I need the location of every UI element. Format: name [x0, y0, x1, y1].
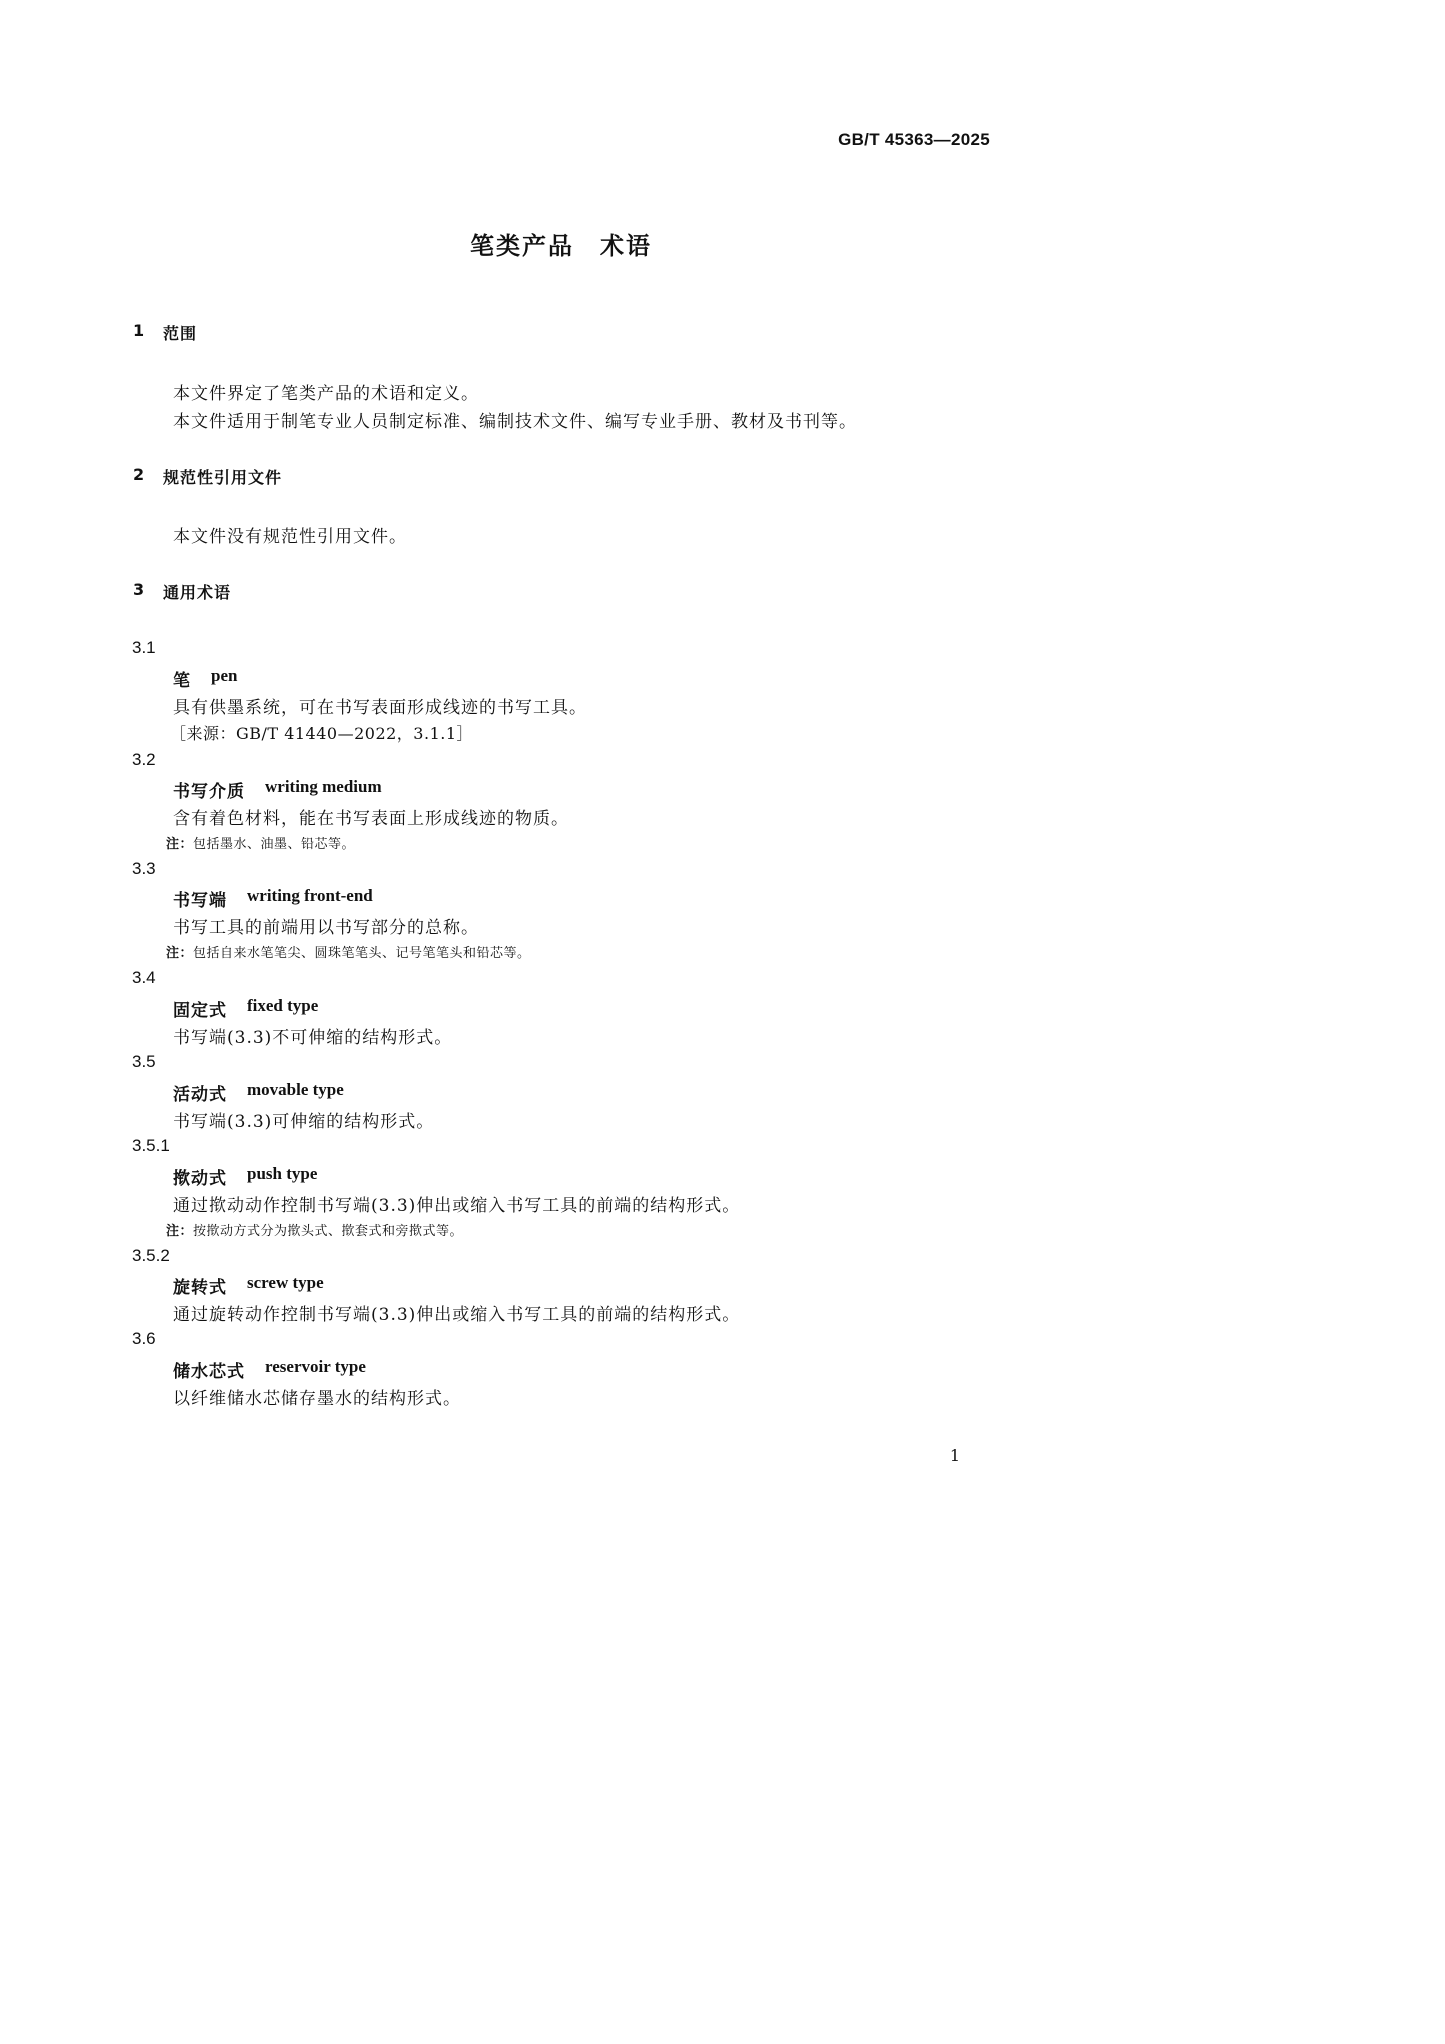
term-zh: 储水芯式	[173, 1362, 245, 1382]
term-number: 3.5	[132, 1052, 156, 1071]
note-text: 按揿动方式分为揿头式、揿套式和旁揿式等。	[193, 1224, 464, 1239]
term-number: 3.6	[132, 1329, 156, 1348]
term-heading	[173, 777, 382, 802]
term-number: 3.5.2	[132, 1246, 170, 1265]
term-definition: 含有着色材料，能在书写表面上形成线迹的物质。	[173, 809, 569, 829]
term-heading	[173, 1080, 344, 1105]
term-en: movable type	[247, 1080, 344, 1099]
term-en: fixed type	[247, 996, 319, 1015]
term-en: writing front-end	[247, 886, 373, 905]
scope-paragraph: 本文件界定了笔类产品的术语和定义。	[173, 384, 479, 404]
note-text: 包括自来水笔笔尖、圆珠笔笔头、记号笔笔头和铅芯等。	[193, 946, 531, 961]
note-label: 注：	[166, 1224, 194, 1239]
term-definition: 具有供墨系统，可在书写表面形成线迹的书写工具。	[173, 698, 587, 718]
term-en: writing medium	[265, 777, 382, 796]
note-label: 注：	[166, 946, 194, 961]
term-zh: 书写端	[173, 891, 227, 911]
page-number: 1	[949, 1446, 960, 1465]
scope-paragraph: 本文件适用于制笔专业人员制定标准、编制技术文件、编写专业手册、教材及书刊等。	[173, 412, 857, 432]
term-zh: 旋转式	[173, 1278, 227, 1298]
term-definition: 书写工具的前端用以书写部分的总称。	[173, 918, 479, 938]
term-definition: 书写端(3.3)可伸缩的结构形式。	[173, 1112, 435, 1132]
term-heading	[173, 886, 373, 911]
document-code: GB/T 45363—2025	[838, 130, 990, 149]
term-zh: 活动式	[173, 1085, 227, 1105]
note-label: 注：	[166, 837, 194, 852]
clause-1-heading	[133, 321, 197, 344]
term-definition: 以纤维储水芯储存墨水的结构形式。	[173, 1389, 461, 1409]
term-number: 3.4	[132, 968, 156, 987]
term-number: 3.5.1	[132, 1136, 170, 1155]
clause-2-heading	[133, 465, 282, 488]
term-number: 3.2	[132, 750, 156, 769]
term-en: push type	[247, 1164, 318, 1183]
term-number: 3.1	[132, 638, 156, 657]
term-zh: 固定式	[173, 1001, 227, 1021]
clause-title: 通用术语	[163, 583, 232, 602]
clause-number: 2	[133, 465, 146, 484]
clause-3-heading	[133, 580, 231, 603]
clause-title: 规范性引用文件	[163, 468, 283, 487]
term-definition: 通过揿动动作控制书写端(3.3)伸出或缩入书写工具的前端的结构形式。	[173, 1196, 741, 1216]
document-title: 笔类产品 术语	[470, 232, 652, 260]
term-zh: 揿动式	[173, 1169, 227, 1189]
term-en: pen	[211, 666, 238, 685]
term-heading	[173, 996, 318, 1021]
term-definition: 通过旋转动作控制书写端(3.3)伸出或缩入书写工具的前端的结构形式。	[173, 1305, 741, 1325]
note-text: 包括墨水、油墨、铅芯等。	[193, 837, 356, 852]
term-heading	[173, 1273, 324, 1298]
term-en: screw type	[247, 1273, 324, 1292]
term-zh: 笔	[173, 671, 191, 691]
term-source: ［来源：GB/T 41440—2022，3.1.1］	[170, 724, 474, 743]
term-number: 3.3	[132, 859, 156, 878]
term-en: reservoir type	[265, 1357, 366, 1376]
term-note	[166, 1220, 463, 1239]
term-note	[166, 833, 355, 852]
term-heading	[173, 666, 237, 691]
term-heading	[173, 1357, 366, 1382]
clause-number: 3	[133, 580, 146, 599]
term-zh: 书写介质	[173, 782, 245, 802]
normative-refs-paragraph: 本文件没有规范性引用文件。	[173, 527, 407, 547]
clause-title: 范围	[163, 324, 198, 343]
term-heading	[173, 1164, 317, 1189]
term-definition: 书写端(3.3)不可伸缩的结构形式。	[173, 1028, 453, 1048]
clause-number: 1	[133, 321, 146, 340]
term-note	[166, 942, 531, 961]
